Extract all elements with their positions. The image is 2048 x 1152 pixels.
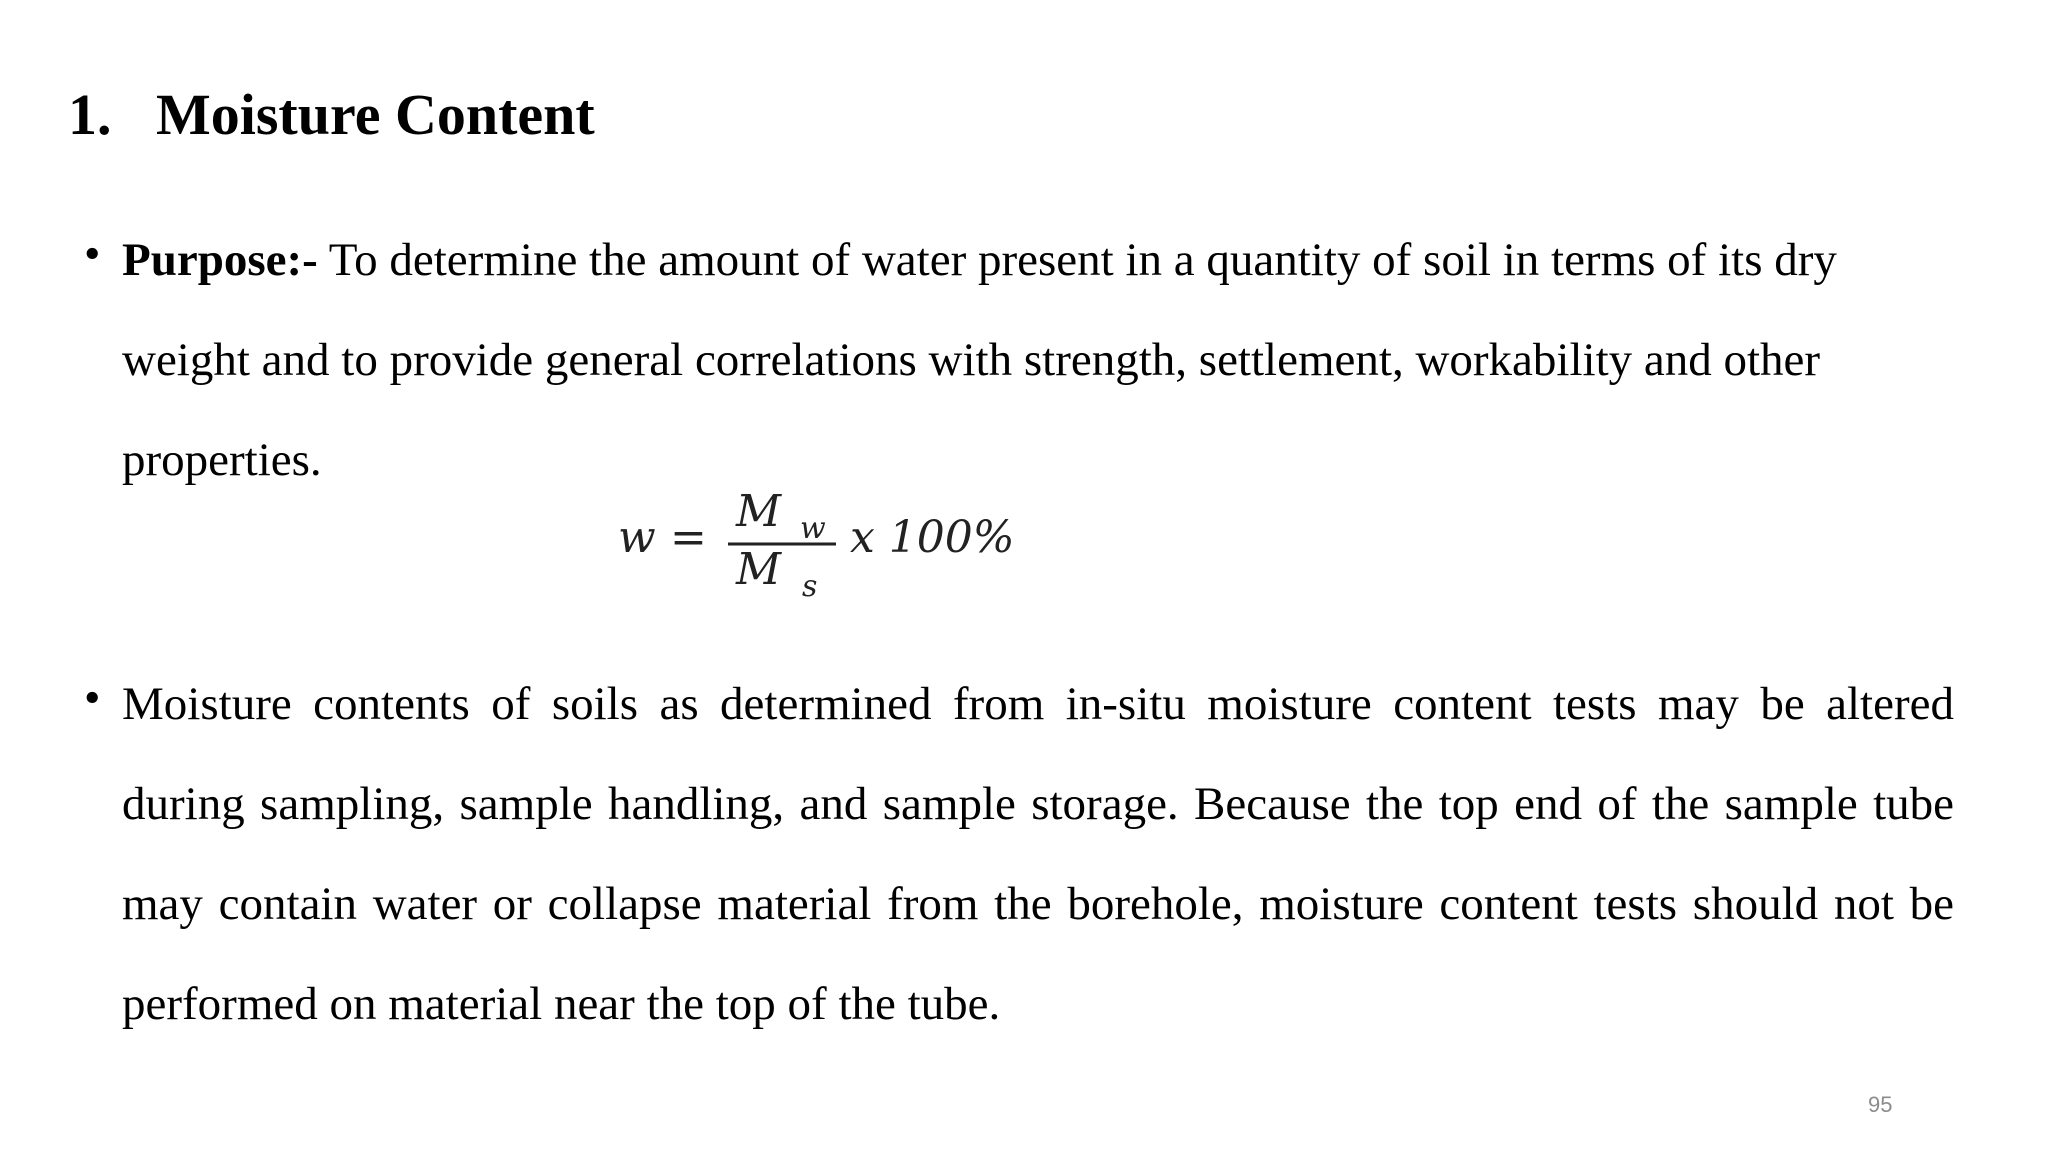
bullet-marker-sampling: •	[84, 672, 101, 724]
bullet-marker-purpose: •	[84, 228, 101, 280]
purpose-label: Purpose:-	[122, 234, 318, 286]
title-number: 1.	[68, 82, 112, 147]
moisture-content-formula	[610, 472, 1090, 612]
formula-numerator: M	[736, 486, 782, 537]
formula-multiplier: x 100%	[850, 512, 1015, 563]
formula-equals: =	[670, 512, 707, 563]
formula-denominator-subscript: s	[802, 569, 818, 604]
formula-graphic	[610, 472, 1090, 612]
title-text: Moisture Content	[156, 82, 595, 147]
sampling-paragraph: Moisture contents of soils as determined from in-situ moisture content tests may be altered during sampling, sample handling, and sample storage. Because the top end of the sample tube may contain water or collapse material from the borehole, moisture content tests should not be performed on material near the top of the tube.	[122, 678, 1954, 1030]
page-number: 95	[1868, 1092, 1893, 1117]
slide-title	[68, 80, 595, 150]
formula-denominator: M	[736, 544, 782, 595]
purpose-text: To determine the amount of water present in a quantity of soil in terms of its dry weight and to provide general correlations with strength, settlement, workability and other properties.	[122, 234, 1837, 486]
formula-lhs: w	[618, 512, 656, 563]
formula-numerator-subscript: w	[800, 511, 826, 546]
purpose-paragraph	[122, 210, 1954, 510]
